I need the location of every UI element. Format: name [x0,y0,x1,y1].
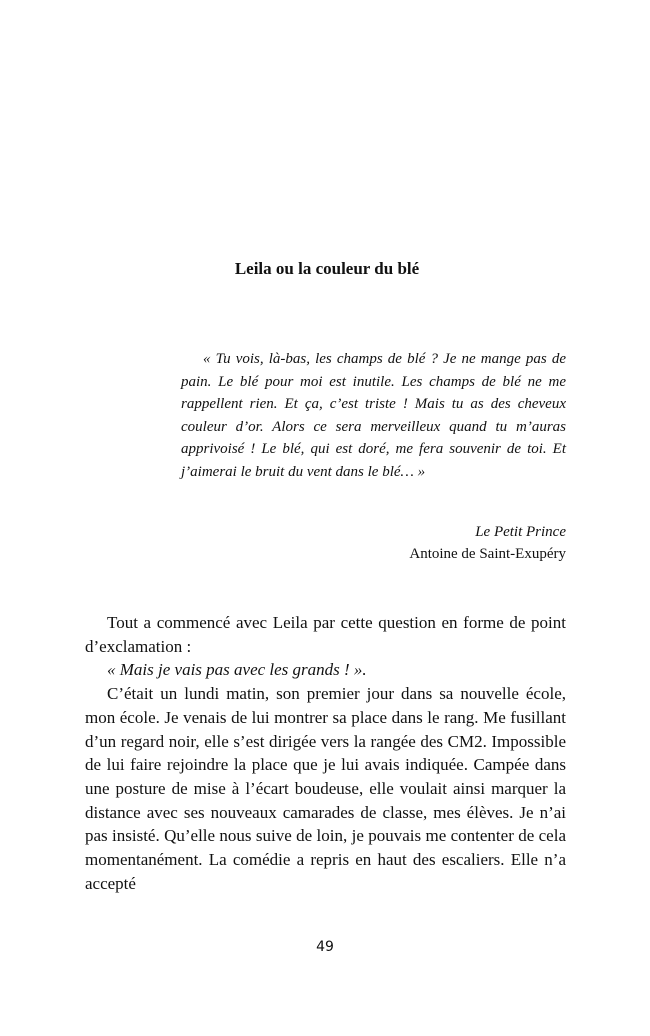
chapter-title [0,258,650,280]
body-paragraph: C’était un lundi matin, son premier jour dans sa nouvelle école, mon école. Je venais de lui montrer sa place dans le rang. Me fusillant d’un regard noir, elle s’est dirigée vers la rangée des CM2. Impossible de lui faire rejoindre la place que je lui avais indiquée. Campée dans une posture de mise à l’écart boudeuse, elle voulait ainsi marquer la distance avec ses nouveaux camarades de classe, mes élèves. Je n’ai pas insisté. Qu’elle nous suive de loin, je pouvais me contenter de cela momentanément. La comédie a repris en haut des escaliers. Elle n’a accepté [85,684,566,893]
body-paragraph-quote: « Mais je vais pas avec les grands ! ». [107,660,367,680]
epigraph-quote: « Tu vois, là-bas, les champs de blé ? Je ne mange pas de pain. Le blé pour moi est inutile. Les champs de blé ne me rappellent rien. Et ça, c’est triste ! Mais tu as des cheveux couleur d’or. Alors ce sera merveilleux quand tu m’auras apprivoisé ! Le blé, qui est doré, me fera souvenir de toi. Et j’aimerai le bruit du vent dans le blé… » [181,351,566,480]
body-text [85,611,566,895]
body-paragraph: Tout a commencé avec Leila par cette question en forme de point d’exclamation : [85,613,566,656]
chapter-title-text: Leila ou la couleur du blé [234,259,420,278]
epigraph-work-title: Le Petit Prince [475,524,566,540]
epigraph-attribution [300,521,566,565]
epigraph-author: Antoine de Saint-Exupéry [409,546,566,562]
page-number: 49 [316,939,334,955]
